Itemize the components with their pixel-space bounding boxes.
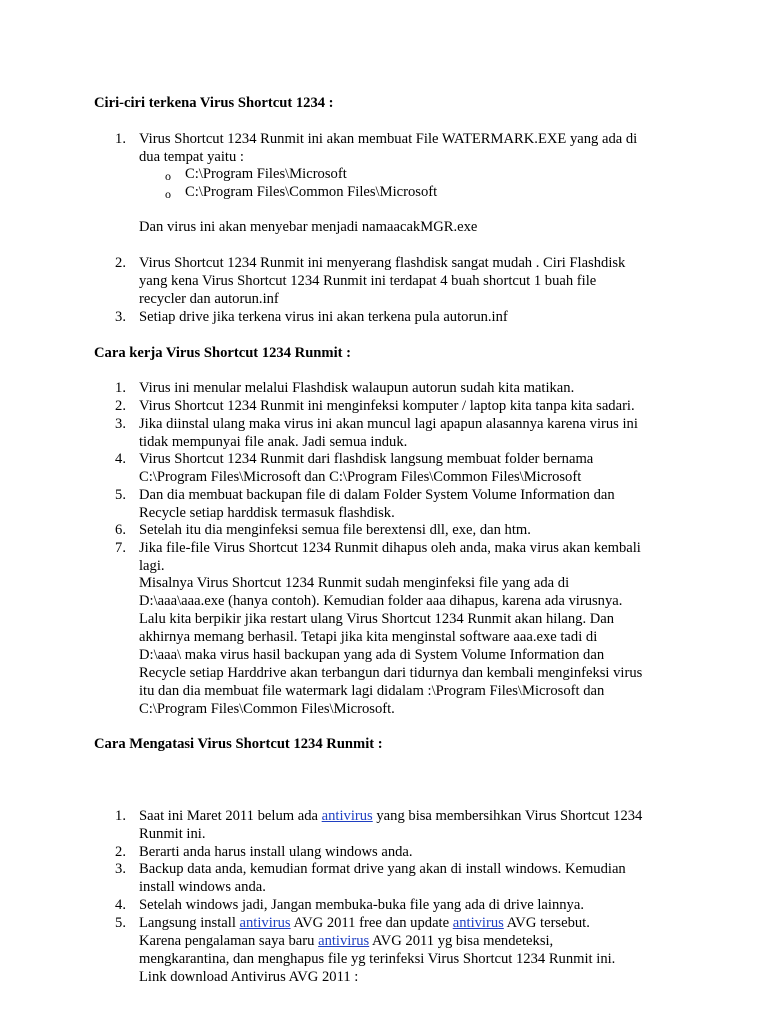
list-item-text: Jika file-file Virus Shortcut 1234 Runmit dihapus oleh anda, maka virus akan kembali — [139, 540, 641, 556]
list-item-text: Virus ini menular melalui Flashdisk walaupun autorun sudah kita matikan. — [139, 380, 575, 396]
list-number: 7. — [115, 540, 126, 556]
antivirus-link[interactable]: antivirus — [321, 808, 373, 824]
list-item-text: Virus Shortcut 1234 Runmit ini menyerang flashdisk sangat mudah . Ciri Flashdisk — [139, 255, 626, 271]
text-segment: Saat ini Maret 2011 belum ada — [139, 808, 322, 824]
list-number: 5. — [115, 487, 126, 503]
list-item-text: Virus Shortcut 1234 Runmit dari flashdisk langsung membuat folder bernama — [139, 451, 594, 467]
text-segment: AVG 2011 yg bisa mendeteksi, — [369, 933, 554, 949]
list-item-text: Setelah itu dia menginfeksi semua file berextensi dll, exe, dan htm. — [139, 522, 531, 538]
list-item-text: mengkarantina, dan menghapus file yg terinfeksi Virus Shortcut 1234 Runmit ini. — [139, 951, 616, 967]
list-item-text: Runmit ini. — [139, 826, 206, 842]
list-number: 4. — [115, 897, 126, 913]
antivirus-link[interactable]: antivirus — [318, 933, 370, 949]
list-number: 2. — [115, 398, 126, 414]
list-item-text — [139, 915, 590, 933]
list-item-text: C:\Program Files\Common Files\Microsoft. — [139, 701, 395, 717]
list-number: 3. — [115, 309, 126, 325]
list-item-text: lagi. — [139, 558, 165, 574]
bullet-marker: o — [165, 187, 171, 201]
list-number: 2. — [115, 844, 126, 860]
list-item-text: Recycle setiap harddisk termasuk flashdisk. — [139, 505, 395, 521]
list-item-text: yang kena Virus Shortcut 1234 Runmit ini terdapat 4 buah shortcut 1 buah file — [139, 273, 597, 289]
list-number: 1. — [115, 380, 126, 396]
text-segment: Karena pengalaman saya baru — [139, 933, 319, 949]
heading-mengatasi: Cara Mengatasi Virus Shortcut 1234 Runmit : — [94, 736, 383, 752]
list-item-text — [139, 808, 642, 826]
list-number: 6. — [115, 522, 126, 538]
list-item-text: Dan dia membuat backupan file di dalam Folder System Volume Information dan — [139, 487, 615, 503]
heading-ciri: Ciri-ciri terkena Virus Shortcut 1234 : — [94, 95, 334, 111]
list-item-text: Setelah windows jadi, Jangan membuka-buka file yang ada di drive lainnya. — [139, 897, 584, 913]
list-item-text: Misalnya Virus Shortcut 1234 Runmit sudah menginfeksi file yang ada di — [139, 575, 570, 591]
list-item-text: C:\Program Files\Microsoft dan C:\Program Files\Common Files\Microsoft — [139, 469, 582, 485]
text-segment: yang bisa membersihkan Virus Shortcut 1234 — [372, 808, 643, 824]
sub-bullet-path: C:\Program Files\Microsoft — [185, 166, 347, 182]
heading-kerja: Cara kerja Virus Shortcut 1234 Runmit : — [94, 345, 352, 361]
list-item-text: recycler dan autorun.inf — [139, 291, 279, 307]
list-item-text: Recycle setiap Harddrive akan terbangun dari tidurnya dan kembali menginfeksi virus — [139, 665, 643, 681]
list-item-text: Jika diinstal ulang maka virus ini akan muncul lagi apapun alasannya karena virus ini — [139, 416, 638, 432]
list-item-text: D:\aaa\ maka virus hasil backupan yang ada di System Volume Information dan — [139, 647, 605, 663]
list-item-text: tidak mempunyai file anak. Jadi semua induk. — [139, 434, 408, 450]
list-number: 5. — [115, 915, 126, 931]
list-number: 2. — [115, 255, 126, 271]
list-item-text: Backup data anda, kemudian format drive yang akan di install windows. Kemudian — [139, 861, 626, 877]
antivirus-link[interactable]: antivirus — [452, 915, 504, 931]
sub-bullet-path: C:\Program Files\Common Files\Microsoft — [185, 184, 438, 200]
list-number: 4. — [115, 451, 126, 467]
antivirus-link[interactable]: antivirus — [239, 915, 291, 931]
list-item-text: Virus Shortcut 1234 Runmit ini akan membuat File WATERMARK.EXE yang ada di — [139, 131, 638, 147]
list-number: 3. — [115, 416, 126, 432]
bullet-marker: o — [165, 169, 171, 183]
list-item-text — [139, 933, 553, 951]
list-number: 1. — [115, 808, 126, 824]
list-item-text: Link download Antivirus AVG 2011 : — [139, 969, 359, 985]
text-segment: AVG tersebut. — [503, 915, 590, 931]
list-item-text: Setiap drive jika terkena virus ini akan terkena pula autorun.inf — [139, 309, 508, 325]
text-segment: AVG 2011 free dan update — [290, 915, 453, 931]
list-item-text: Lalu kita berpikir jika restart ulang Virus Shortcut 1234 Runmit akan hilang. Dan — [139, 611, 615, 627]
note-text: Dan virus ini akan menyebar menjadi namaacakMGR.exe — [139, 219, 478, 235]
list-item-text: Berarti anda harus install ulang windows anda. — [139, 844, 413, 860]
text-segment: Langsung install — [139, 915, 240, 931]
list-item-text: itu dan dia membuat file watermark lagi didalam :\Program Files\Microsoft dan — [139, 683, 605, 699]
list-item-text: install windows anda. — [139, 879, 266, 895]
list-item-text: dua tempat yaitu : — [139, 149, 244, 165]
list-number: 1. — [115, 131, 126, 147]
list-item-text: Virus Shortcut 1234 Runmit ini menginfeksi komputer / laptop kita tanpa kita sadari. — [139, 398, 635, 414]
list-item-text: D:\aaa\aaa.exe (hanya contoh). Kemudian folder aaa dihapus, karena ada virusnya. — [139, 593, 623, 609]
list-item-text: akhirnya memang berhasil. Tetapi jika kita menginstal software aaa.exe tadi di — [139, 629, 598, 645]
list-number: 3. — [115, 861, 126, 877]
